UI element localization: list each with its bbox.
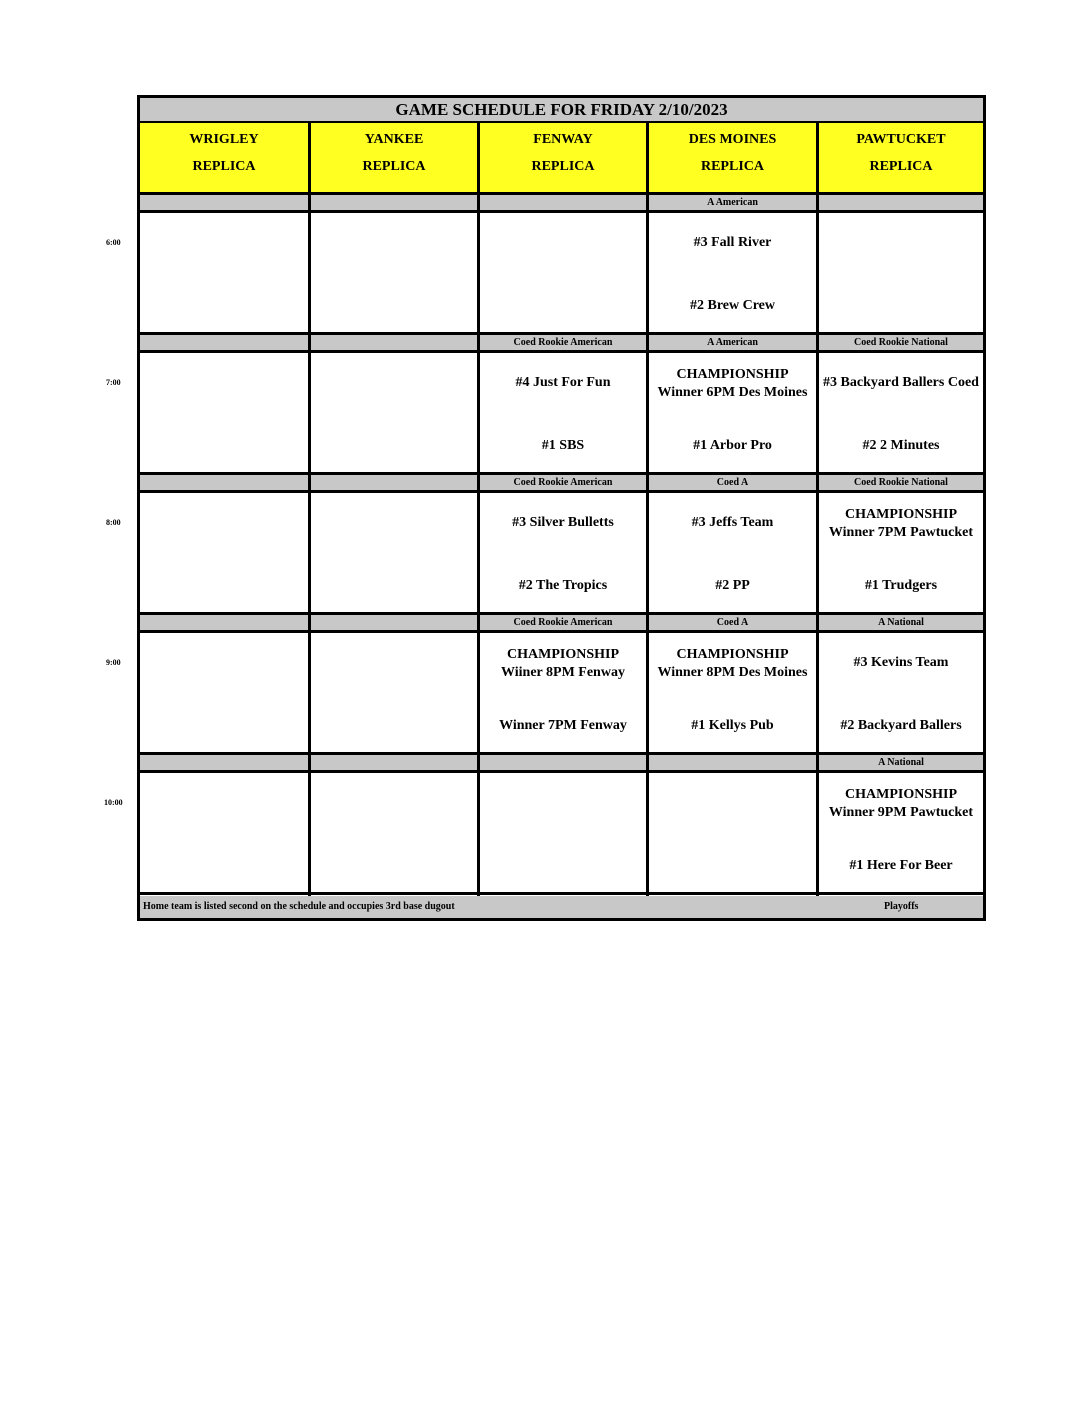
game-cell xyxy=(480,493,646,612)
game-cell xyxy=(819,493,983,612)
row-divider xyxy=(140,892,983,895)
home-team: #2 The Tropics xyxy=(518,578,608,593)
game-cell xyxy=(819,633,983,752)
game-cell xyxy=(140,773,308,892)
away-team xyxy=(819,786,983,822)
division-label: Coed A xyxy=(649,475,816,490)
division-label xyxy=(311,755,477,770)
home-team: Winner 7PM Fenway xyxy=(499,718,627,733)
game-cell xyxy=(819,213,983,332)
schedule-table xyxy=(137,95,986,921)
division-label: Coed Rookie American xyxy=(480,335,646,350)
game-line-1: CHAMPIONSHIP xyxy=(507,647,619,662)
division-label xyxy=(480,755,646,770)
venue-name: FENWAY xyxy=(533,132,593,147)
game-line-1: #3 Fall River xyxy=(693,235,772,250)
game-line-1: CHAMPIONSHIP xyxy=(676,647,789,662)
game-line-1b: Winner 9PM Pawtucket xyxy=(828,805,974,820)
division-label xyxy=(649,755,816,770)
column-divider xyxy=(646,123,649,896)
division-label xyxy=(311,475,477,490)
venue-type: REPLICA xyxy=(700,159,764,174)
game-cell xyxy=(140,213,308,332)
venue-header-4 xyxy=(649,123,816,192)
division-label xyxy=(140,475,308,490)
column-divider xyxy=(816,123,819,896)
away-team xyxy=(649,234,816,252)
game-cell xyxy=(480,633,646,752)
game-cell xyxy=(649,633,816,752)
time-label: 10:00 xyxy=(104,798,123,807)
division-label xyxy=(140,335,308,350)
column-divider xyxy=(477,123,480,896)
game-cell xyxy=(311,633,477,752)
division-label: A National xyxy=(819,755,983,770)
venue-name: YANKEE xyxy=(364,132,424,147)
game-line-1b: Winner 8PM Des Moines xyxy=(657,665,808,680)
column-divider xyxy=(308,123,311,896)
division-label xyxy=(311,335,477,350)
division-label xyxy=(311,195,477,210)
division-label xyxy=(819,195,983,210)
home-team: #1 Arbor Pro xyxy=(693,438,772,453)
venue-header-2 xyxy=(311,123,477,192)
home-team: #1 Kellys Pub xyxy=(691,718,774,733)
game-cell xyxy=(311,213,477,332)
venue-type: REPLICA xyxy=(362,159,426,174)
game-line-1: CHAMPIONSHIP xyxy=(845,507,957,522)
venue-header-3 xyxy=(480,123,646,192)
game-cell xyxy=(311,493,477,612)
game-cell xyxy=(819,773,983,892)
game-cell xyxy=(649,493,816,612)
footer-label: Playoffs xyxy=(884,901,919,912)
game-cell xyxy=(480,773,646,892)
game-cell xyxy=(311,773,477,892)
away-team xyxy=(480,646,646,682)
division-label: Coed Rookie American xyxy=(480,615,646,630)
away-team xyxy=(649,366,816,402)
home-team: #2 Backyard Ballers xyxy=(840,718,962,733)
game-cell xyxy=(649,353,816,472)
venue-name: DES MOINES xyxy=(688,132,777,147)
division-label: Coed A xyxy=(649,615,816,630)
venue-name: WRIGLEY xyxy=(189,132,259,147)
game-cell xyxy=(819,353,983,472)
footer-note: Home team is listed second on the schedule and occupies 3rd base dugout xyxy=(143,901,455,912)
time-label: 7:00 xyxy=(106,378,121,387)
game-line-1: #4 Just For Fun xyxy=(515,375,611,390)
division-label xyxy=(311,615,477,630)
division-label: A American xyxy=(649,195,816,210)
game-line-1: #3 Jeffs Team xyxy=(691,515,774,530)
game-cell xyxy=(311,353,477,472)
game-cell xyxy=(480,353,646,472)
game-line-1: CHAMPIONSHIP xyxy=(845,787,957,802)
home-team: #1 Trudgers xyxy=(864,578,938,593)
away-team xyxy=(480,514,646,532)
away-team xyxy=(819,506,983,542)
division-label: Coed Rookie National xyxy=(819,335,983,350)
game-cell xyxy=(480,213,646,332)
game-line-1: CHAMPIONSHIP xyxy=(676,367,789,382)
time-label: 8:00 xyxy=(106,518,121,527)
game-cell xyxy=(140,353,308,472)
division-label: A American xyxy=(649,335,816,350)
home-team: #2 2 Minutes xyxy=(862,438,940,453)
home-team: #2 Brew Crew xyxy=(689,298,776,313)
division-label: Coed Rookie American xyxy=(480,475,646,490)
away-team xyxy=(819,654,983,672)
game-cell xyxy=(649,213,816,332)
game-cell xyxy=(649,773,816,892)
division-label: A National xyxy=(819,615,983,630)
venue-header-1 xyxy=(140,123,308,192)
home-team: #2 PP xyxy=(715,578,750,593)
away-team xyxy=(649,514,816,532)
time-label: 9:00 xyxy=(106,658,121,667)
division-label xyxy=(140,615,308,630)
game-line-1: #3 Kevins Team xyxy=(853,655,949,670)
time-label: 6:00 xyxy=(106,238,121,247)
game-cell xyxy=(140,493,308,612)
schedule-title: GAME SCHEDULE FOR FRIDAY 2/10/2023 xyxy=(140,98,983,123)
schedule-footer xyxy=(140,896,983,918)
game-line-1: #3 Silver Bulletts xyxy=(512,515,614,530)
game-line-1b: Wiiner 8PM Fenway xyxy=(501,665,625,680)
division-label xyxy=(480,195,646,210)
game-line-1: #3 Backyard Ballers Coed xyxy=(823,375,979,390)
game-line-1b: Winner 7PM Pawtucket xyxy=(828,525,974,540)
game-cell xyxy=(140,633,308,752)
game-line-1b: Winner 6PM Des Moines xyxy=(657,385,808,400)
venue-type: REPLICA xyxy=(531,159,595,174)
home-team: #1 Here For Beer xyxy=(849,858,953,873)
division-label: Coed Rookie National xyxy=(819,475,983,490)
away-team xyxy=(649,646,816,682)
home-team: #1 SBS xyxy=(541,438,585,453)
away-team xyxy=(819,374,983,392)
division-label xyxy=(140,755,308,770)
venue-type: REPLICA xyxy=(869,159,933,174)
away-team xyxy=(480,374,646,392)
venue-header-5 xyxy=(819,123,983,192)
venue-name: PAWTUCKET xyxy=(856,132,946,147)
division-label xyxy=(140,195,308,210)
venue-type: REPLICA xyxy=(192,159,256,174)
